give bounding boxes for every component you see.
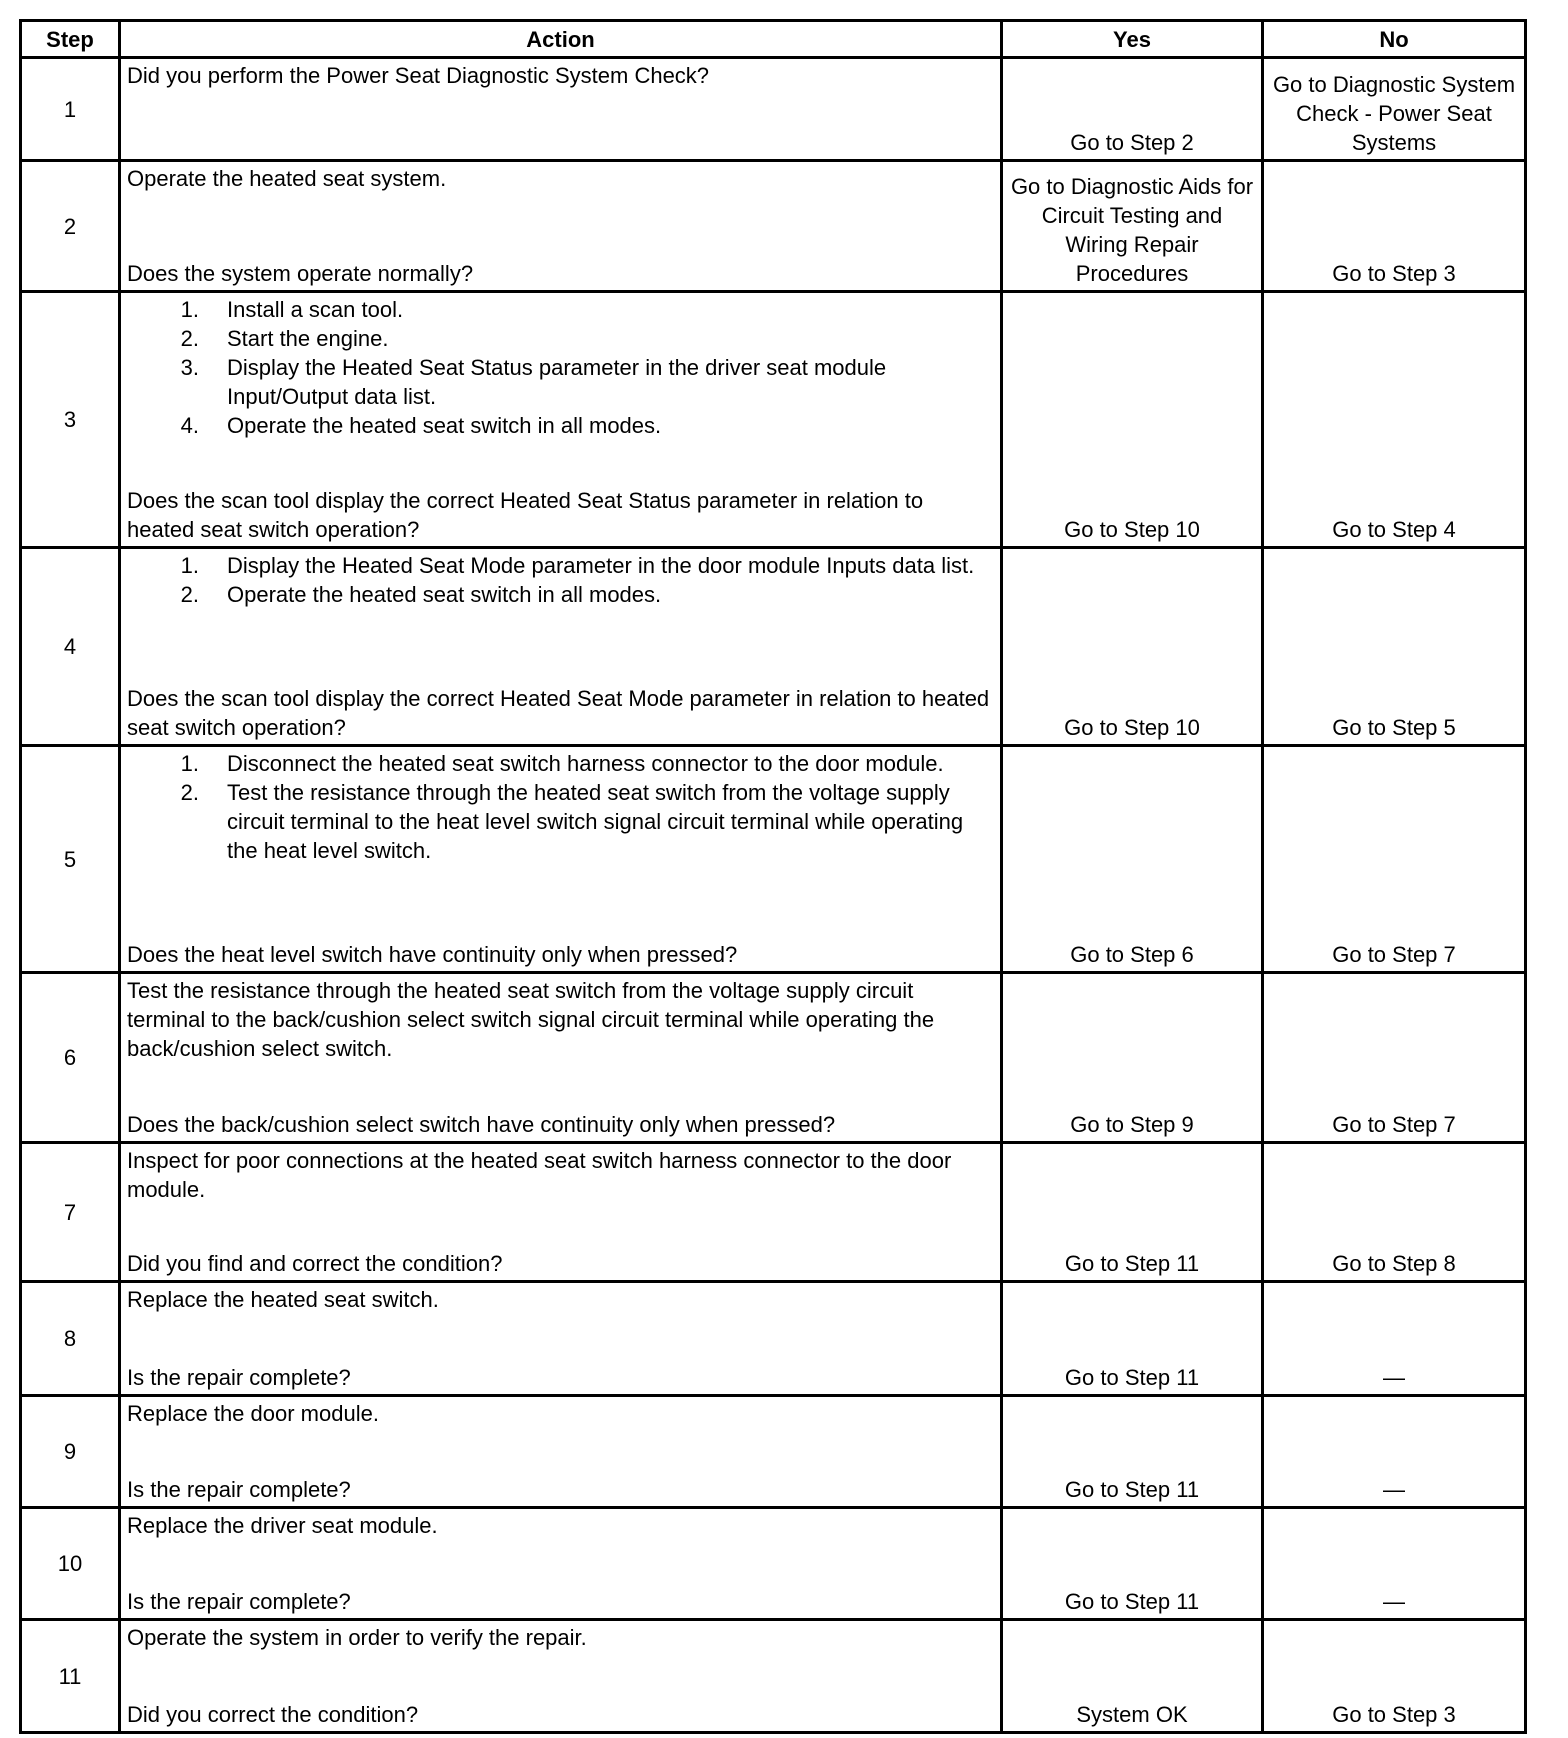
yes-result: Go to Step 9 xyxy=(1002,973,1263,1143)
no-result: Go to Step 7 xyxy=(1263,973,1526,1143)
step-number: 5 xyxy=(21,746,120,973)
yes-result: Go to Diagnostic Aids for Circuit Testing and Wiring Repair Procedures xyxy=(1002,161,1263,292)
list-number: 1. xyxy=(180,297,199,322)
action-text: Replace the door module. xyxy=(127,1401,379,1426)
action-text: Replace the heated seat switch. xyxy=(127,1287,439,1312)
action-cell xyxy=(120,1508,1002,1620)
step-number: 3 xyxy=(21,292,120,548)
yes-result: Go to Step 10 xyxy=(1002,292,1263,548)
action-question: Did you find and correct the condition? xyxy=(127,1251,503,1276)
yes-result: Go to Step 6 xyxy=(1002,746,1263,973)
list-number: 3. xyxy=(180,355,199,380)
action-text: Did you perform the Power Seat Diagnostic System Check? xyxy=(127,63,710,88)
action-text: Operate the heated seat system. xyxy=(127,166,447,191)
action-cell xyxy=(120,1620,1002,1733)
step-list-item xyxy=(127,353,994,411)
action-cell xyxy=(120,548,1002,746)
action-question: Is the repair complete? xyxy=(127,1477,351,1502)
step-list-item xyxy=(127,778,994,865)
step-list xyxy=(127,295,994,440)
list-number: 2. xyxy=(180,780,199,805)
table-row xyxy=(21,1620,1526,1733)
yes-result: System OK xyxy=(1002,1620,1263,1733)
list-number: 4. xyxy=(180,413,199,438)
action-cell xyxy=(120,1143,1002,1282)
no-result: Go to Step 3 xyxy=(1263,161,1526,292)
action-cell xyxy=(120,1396,1002,1508)
action-question: Does the scan tool display the correct Heated Seat Status parameter in relation to heated seat switch operation? xyxy=(127,488,924,542)
no-result: Go to Step 8 xyxy=(1263,1143,1526,1282)
list-text: Operate the heated seat switch in all modes. xyxy=(227,413,662,438)
action-cell xyxy=(120,292,1002,548)
table-row xyxy=(21,973,1526,1143)
action-question: Did you correct the condition? xyxy=(127,1702,419,1727)
no-result: Go to Diagnostic System Check - Power Seat Systems xyxy=(1263,58,1526,161)
action-text: Test the resistance through the heated seat switch from the voltage supply circuit terminal to the back/cushion select switch signal circuit terminal while operating the back/cushion select switch. xyxy=(127,978,935,1061)
header-no: No xyxy=(1263,21,1526,58)
list-text: Disconnect the heated seat switch harness connector to the door module. xyxy=(227,751,944,776)
action-cell xyxy=(120,1282,1002,1396)
header-row xyxy=(21,21,1526,58)
diagnostic-table xyxy=(19,19,1527,1734)
no-result: Go to Step 7 xyxy=(1263,746,1526,973)
action-text: Operate the system in order to verify the repair. xyxy=(127,1625,587,1650)
table-row xyxy=(21,746,1526,973)
no-result: — xyxy=(1263,1508,1526,1620)
yes-result: Go to Step 11 xyxy=(1002,1396,1263,1508)
action-question: Does the back/cushion select switch have continuity only when pressed? xyxy=(127,1112,836,1137)
action-cell xyxy=(120,161,1002,292)
yes-result: Go to Step 11 xyxy=(1002,1282,1263,1396)
table-row xyxy=(21,1282,1526,1396)
action-question: Is the repair complete? xyxy=(127,1589,351,1614)
action-question: Does the system operate normally? xyxy=(127,261,474,286)
list-number: 1. xyxy=(180,553,199,578)
step-number: 1 xyxy=(21,58,120,161)
action-question: Does the heat level switch have continuity only when pressed? xyxy=(127,942,738,967)
step-list-item xyxy=(127,580,994,609)
step-list-item xyxy=(127,749,994,778)
list-text: Display the Heated Seat Status parameter in the driver seat module Input/Output data list. xyxy=(227,355,887,409)
step-list xyxy=(127,551,994,609)
action-question: Does the scan tool display the correct Heated Seat Mode parameter in relation to heated seat switch operation? xyxy=(127,686,990,740)
table-row xyxy=(21,1396,1526,1508)
step-list-item xyxy=(127,295,994,324)
step-number: 10 xyxy=(21,1508,120,1620)
list-text: Operate the heated seat switch in all modes. xyxy=(227,582,662,607)
no-result: — xyxy=(1263,1396,1526,1508)
no-result: Go to Step 5 xyxy=(1263,548,1526,746)
step-list xyxy=(127,749,994,865)
yes-result: Go to Step 10 xyxy=(1002,548,1263,746)
list-text: Display the Heated Seat Mode parameter in the door module Inputs data list. xyxy=(227,553,975,578)
table-row xyxy=(21,1143,1526,1282)
action-text: Inspect for poor connections at the heated seat switch harness connector to the door module. xyxy=(127,1148,952,1202)
step-number: 4 xyxy=(21,548,120,746)
list-text: Test the resistance through the heated seat switch from the voltage supply circuit terminal to the heat level switch signal circuit terminal while operating the heat level switch. xyxy=(227,780,964,863)
action-cell xyxy=(120,973,1002,1143)
action-text: Replace the driver seat module. xyxy=(127,1513,438,1538)
no-result: Go to Step 3 xyxy=(1263,1620,1526,1733)
step-list-item xyxy=(127,411,994,440)
step-number: 7 xyxy=(21,1143,120,1282)
yes-result: Go to Step 11 xyxy=(1002,1508,1263,1620)
table-row xyxy=(21,292,1526,548)
no-result: — xyxy=(1263,1282,1526,1396)
yes-result: Go to Step 2 xyxy=(1002,58,1263,161)
table-row xyxy=(21,1508,1526,1620)
yes-result: Go to Step 11 xyxy=(1002,1143,1263,1282)
step-number: 9 xyxy=(21,1396,120,1508)
action-question: Is the repair complete? xyxy=(127,1365,351,1390)
step-number: 11 xyxy=(21,1620,120,1733)
list-number: 2. xyxy=(180,326,199,351)
table-row xyxy=(21,58,1526,161)
header-action: Action xyxy=(120,21,1002,58)
step-list-item xyxy=(127,551,994,580)
action-cell xyxy=(120,58,1002,161)
list-text: Start the engine. xyxy=(227,326,389,351)
list-text: Install a scan tool. xyxy=(227,297,404,322)
step-list-item xyxy=(127,324,994,353)
list-number: 1. xyxy=(180,751,199,776)
action-cell xyxy=(120,746,1002,973)
no-result: Go to Step 4 xyxy=(1263,292,1526,548)
step-number: 2 xyxy=(21,161,120,292)
header-yes: Yes xyxy=(1002,21,1263,58)
step-number: 6 xyxy=(21,973,120,1143)
step-number: 8 xyxy=(21,1282,120,1396)
table-row xyxy=(21,161,1526,292)
table-row xyxy=(21,548,1526,746)
header-step: Step xyxy=(21,21,120,58)
list-number: 2. xyxy=(180,582,199,607)
